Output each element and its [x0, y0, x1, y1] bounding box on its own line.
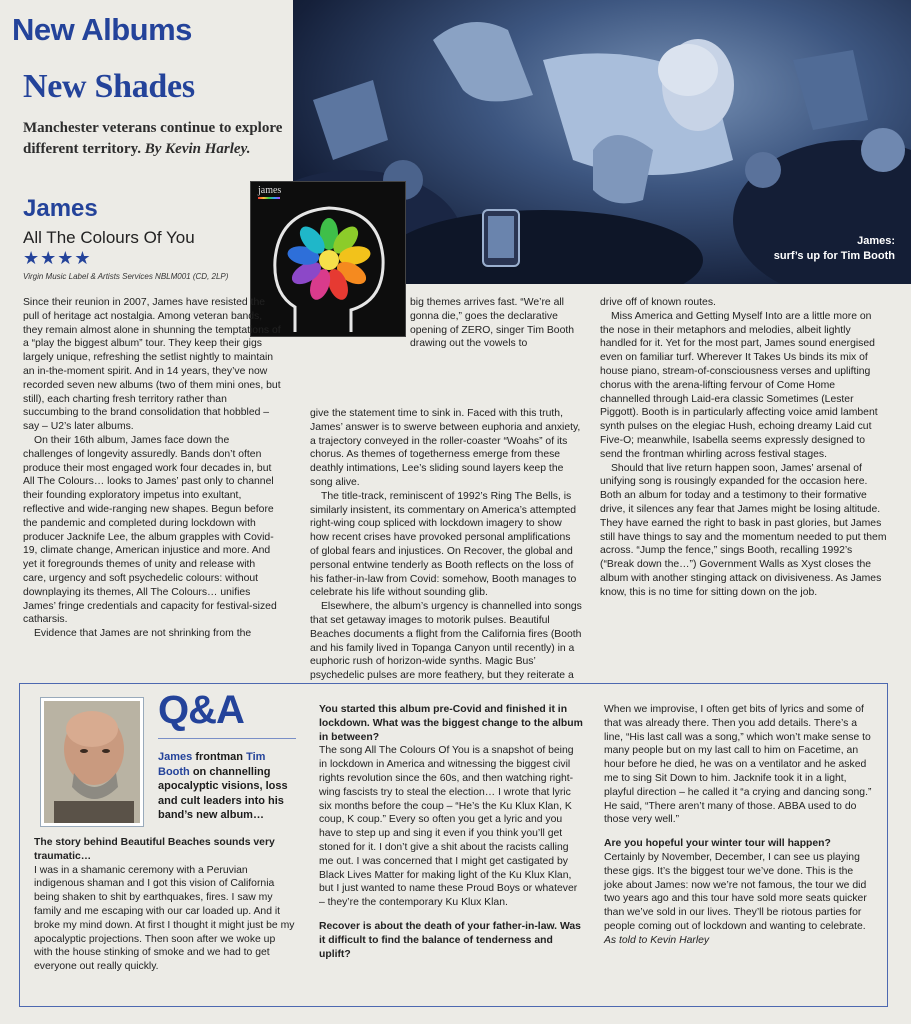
review-column-2: [310, 407, 582, 697]
credit: As told to Kevin Harley: [604, 934, 710, 946]
album-title: All The Colours Of You: [23, 228, 195, 247]
qa-column-2: [319, 703, 584, 961]
qa-intro-role: frontman: [195, 751, 243, 763]
tim-booth-portrait: [41, 698, 143, 826]
caption-line-1: James:: [857, 235, 895, 247]
portrait-illustration: [44, 701, 140, 823]
answer: I was in a shamanic ceremony with a Peruvian indigenous shaman and I got this vision of California being shaken to shit by earthquakes, fires. I saw my family and me escaping with our car loaded up. And it broke my mind down. At first I thought it might just be my apocalyptic projections. Then soon after we woke up with the house stinking of smoke and we had to get everyone out really quickly.: [34, 864, 295, 973]
label-info: Virgin Music Label & Artists Services NBLM001 (CD, 2LP): [23, 272, 229, 281]
qa-column-1: [34, 836, 296, 984]
paragraph: drive off of known routes.: [600, 297, 716, 308]
section-label: New Albums: [12, 12, 192, 47]
star-rating: ★★★★: [23, 248, 92, 268]
artist-name: James: [23, 195, 98, 222]
qa-title: Q&A: [158, 688, 244, 732]
answer: When we improvise, I often get bits of lyrics and some of that was already there. Then you add details. There’s a line, “His last call was a song,” which won’t make sense to many people but on my last call to him on Facetime, an hour before he died, he was on a ventilator and he asked me to sing Sit Down to him. Jacknife took it in a light, playful direction – he called it “a crying and dancing song.” He said, “There aren’t many of those. ABBA used to do those very well.”: [604, 704, 872, 826]
headline: New Shades: [23, 68, 195, 105]
qa-intro-text: on channelling apocalyptic visions, loss and cult leaders into his band’s new album…: [158, 765, 288, 821]
caption-line-2: surf’s up for Tim Booth: [773, 250, 895, 262]
paragraph: On their 16th album, James face down the challenges of longevity assuredly. Bands don’t often produce their most engaged work four decades in, but All The Colours… looks to James’ past only to channel their founding exploratory impetus into exultant, reflective and wide-ranging new shapes. Begun before the pandemic and completed during lockdown with producer Jacknife Lee, the album grapples with Covid-19, climate change, American injustice and more. And yet it foregrounds themes of unity and release with care, urgency and soft psychedelic colours: without downplaying its themes, All The Colours… unifies James’ fringe credentials and capacity for festival-sized catharsis.: [23, 434, 277, 626]
paragraph: Miss America and Getting Myself Into are a little more on the nose in their metaphors and melodies, albeit lightly handled for it. Yet for the most part, James sound energised even on familiar turf. Wherever It Takes Us binds its mix of house piano, stream-of-consciousness verses and uplifting chorus with the arena-lifting fervour of Come Home channelled through Laid-era classic Sometimes (Lester Piggott). Booth is in particularly affecting voice amid lambent synth pulses on the elegiac Hush, echoing dreamy Laid cut Five-O; meanwhile, Isabella seems expressly designed to send the frontman whirling across festival stages.: [600, 310, 878, 460]
qa-column-3: [604, 703, 872, 948]
photo-caption: [774, 234, 895, 264]
standfirst-text: Manchester veterans continue to explore different territory.: [23, 120, 283, 157]
standfirst: [23, 118, 283, 160]
paragraph: big themes arrives fast. “We’re all gonna die,” goes the declarative opening of ZERO, singer Tim Booth drawing out the vowels to: [410, 297, 575, 350]
paragraph: Since their reunion in 2007, James have resisted the pull of heritage act nostalgia. Among veteran bands, they remain almost alone in shunning the temptations of a “play the biggest album” tour. They keep their gigs largely unique, refreshing the setlist nightly to maintain an in-the-moment spirit. And in 14 years, they’ve now recorded seven new albums (two of them mini ones, but still), each charting fresh territory rather than succumbing to the brand consolidation that hobbled – say – U2’s later albums.: [23, 297, 281, 433]
review-column-3: [600, 296, 888, 600]
paragraph: Evidence that James are not shrinking from the: [34, 628, 252, 640]
question: You started this album pre-Covid and finished it in lockdown. What was the biggest change to the album in between?: [319, 704, 583, 743]
question: The story behind Beautiful Beaches sounds very traumatic…: [34, 837, 275, 862]
paragraph: Elsewhere, the album’s urgency is channelled into songs that set getaway images to motorik pulses. Beautiful Beaches documents a flight from the California fires (Booth and his family lived in Topanga Canyon until recently) in a euphoric rush of horizon-wide synths. Magic Bus’ psychedelic pulses are more feathery, but they reiterate a: [310, 601, 582, 682]
cover-band-name: james: [258, 185, 282, 196]
review-column-1: [23, 296, 281, 641]
paragraph: give the statement time to sink in. Faced with this truth, James’ answer is to swerve between euphoria and anxiety, a trajectory conveyed in the roller-coaster “Woahs” of its chorus. As themes of togetherness emerge from these deathly intimations, Lee’s sliding sound layers keep the song alive.: [310, 408, 581, 488]
question: Recover is about the death of your father-in-law. Was it difficult to find the balance of tenderness and uplift?: [319, 920, 581, 960]
qa-intro: [158, 750, 296, 823]
qa-intro-artist: James: [158, 751, 193, 763]
answer: The song All The Colours Of You is a snapshot of being in lockdown in America and witnessing the biggest civil rights revolution since the 60s, and then watching right-wing fascists try to steal the election… I wrote that lyric six months before the coup – “He’s the Ku Klux Klan, K coup, K coup.” Every so often you get a lyric and you have to step up and sing it even if you think you’ll get stoned for it. I don’t give a shit about the racists calling me out. I was concerned that I might get castigated by Black Lives Matter for making light of the Ku Klux Klan, but I just wanted to name these Proud Boys or whatever – they’re the contemporary Ku Klux Klan.: [319, 745, 578, 909]
paragraph: The title-track, reminiscent of 1992’s Ring The Bells, is similarly insistent, its commentary on America’s attempted right-wing coup spliced with lockdown imagery to show how recent crises have provoked personal amplifications of global fears and injustices. On Recover, the global and personal entwine tenderly as Booth reflects on the loss of his father-in-law from Covid: somehow, Booth manages to celebrate his life without sounding glib.: [310, 490, 577, 599]
qa-intro-name: Tim Booth: [158, 751, 266, 778]
paragraph: Should that live return happen soon, James’ arsenal of unifying song is rousingly expanded for the occasion here. Both an album for today and a testimony to their formative drive, it silences any fear that James might be losing altitude. They have earned the right to bask in past glories, but James still have things to say and the momentum needed to put them across. “Jump the fence,” sings Booth, recalling 1992’s (“Break down the…”) Government Walls as Xyst closes the album with another stinging attack on divisiveness. As James know, this is no time for sitting down on the job.: [600, 462, 887, 598]
question: Are you hopeful your winter tour will happen?: [604, 838, 831, 850]
review-column-2-top: [410, 296, 582, 351]
qa-divider: [158, 738, 296, 739]
answer: Certainly by November, December, I can see us playing these gigs. It’s the biggest tour we’ve done. This is the joke about James: now we’re not famous, the tour we did two years ago and this tour have sold more seats quicker than we’ve sold in our lives. They’ll be riotous parties for people coming out of lockdown and wanting to celebrate.: [604, 851, 867, 932]
byline: By Kevin Harley.: [144, 141, 251, 157]
